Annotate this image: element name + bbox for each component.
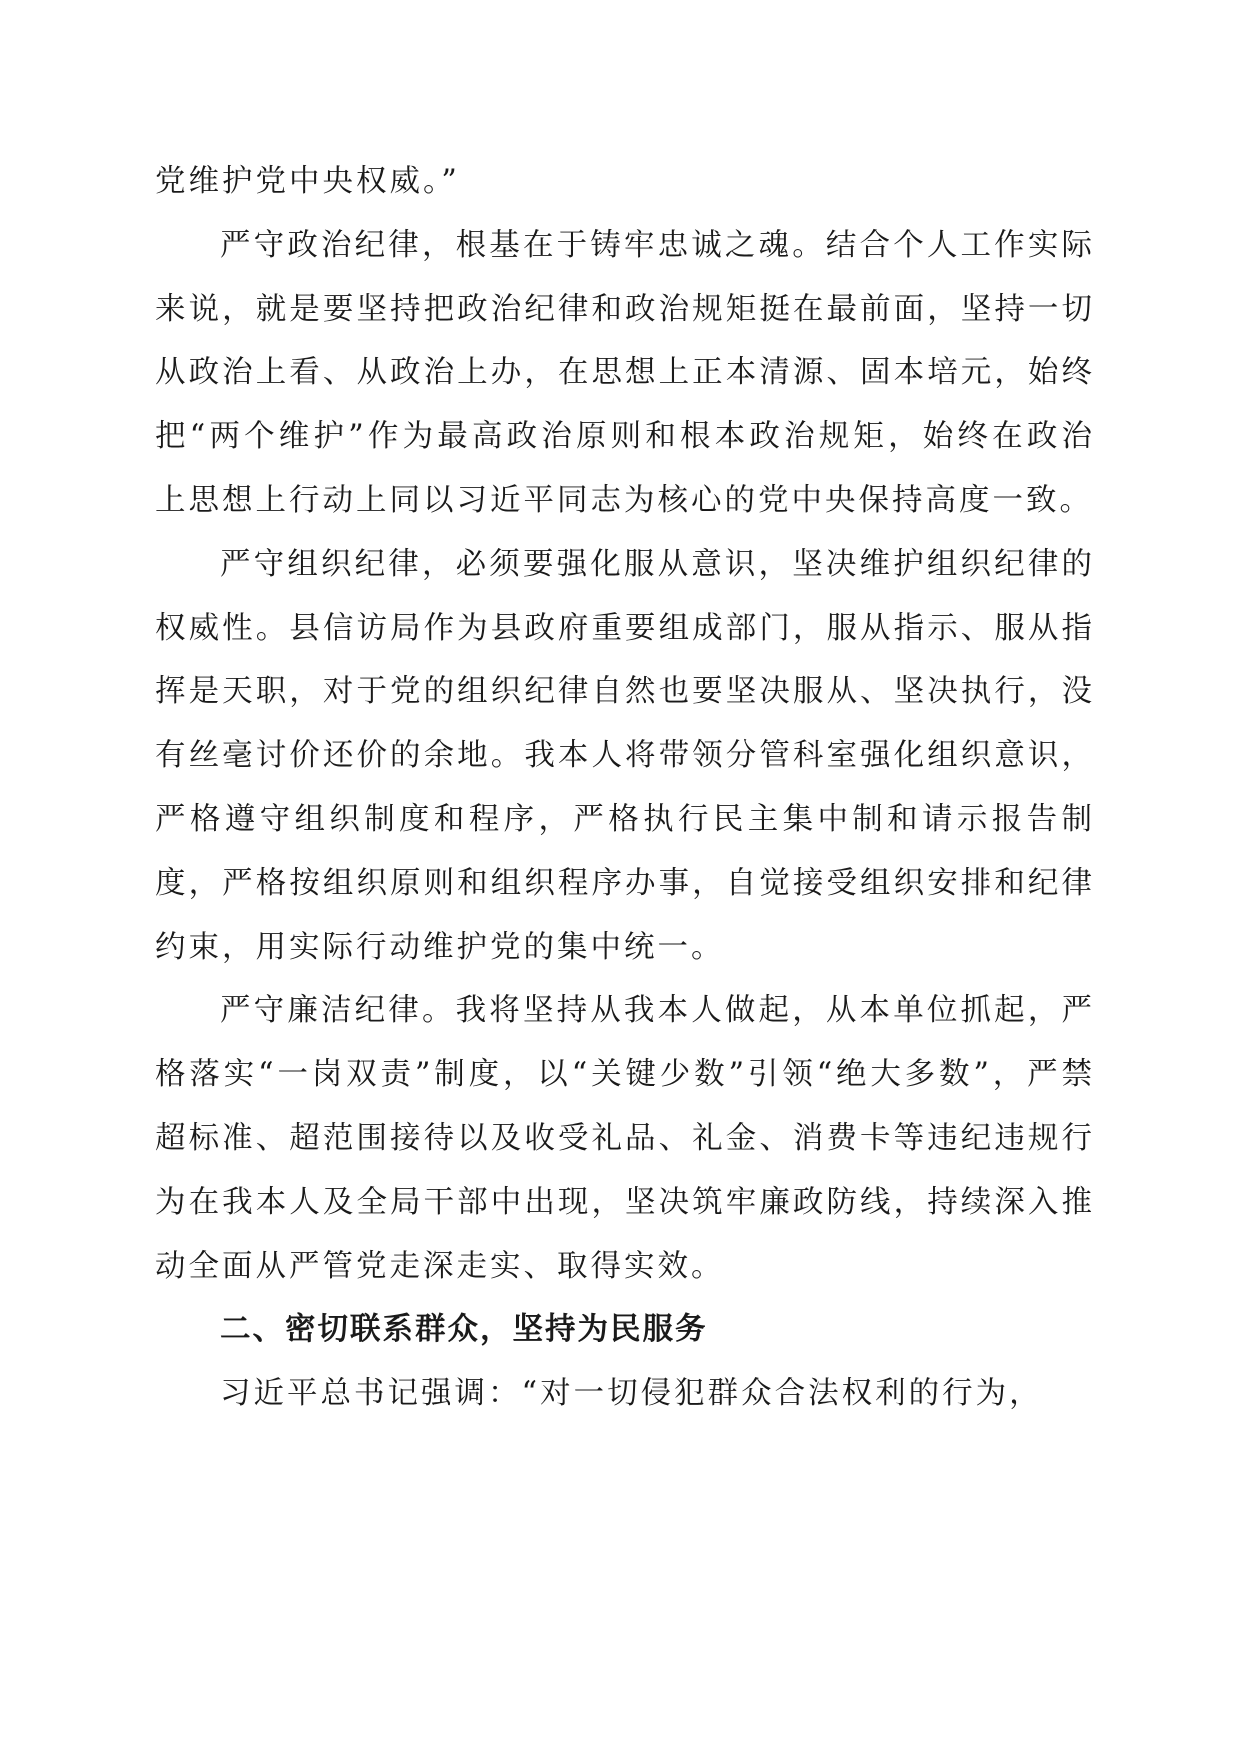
paragraph-political-discipline: 严守政治纪律，根基在于铸牢忠诚之魂。结合个人工作实际来说，就是要坚持把政治纪律和政治规矩挺在最前面，坚持一切从政治上看、从政治上办，在思想上正本清源、固本培元，始终把“两个维护”作为最高政治原则和根本政治规矩，始终在政治上思想上行动上同以习近平同志为核心的党中央保持高度一致。	[155, 227, 1095, 518]
paragraph-organizational-discipline: 严守组织纪律，必须要强化服从意识，坚决维护组织纪律的权威性。县信访局作为县政府重要组成部门，服从指示、服从指挥是天职，对于党的组织纪律自然也要坚决服从、坚决执行，没有丝毫讨价还价的余地。我本人将带领分管科室强化组织意识，严格遵守组织制度和程序，严格执行民主集中制和请示报告制度，严格按组织原则和组织程序办事，自觉接受组织安排和纪律约束，用实际行动维护党的集中统一。	[155, 546, 1095, 965]
section-heading: 二、密切联系群众，坚持为民服务	[220, 1312, 708, 1348]
paragraph-continuation: 党维护党中央权威。”	[155, 164, 460, 199]
paragraph-quote-start: 习近平总书记强调：“对一切侵犯群众合法权利的行为，	[220, 1376, 1043, 1412]
paragraph-integrity-discipline: 严守廉洁纪律。我将坚持从我本人做起，从本单位抓起，严格落实“一岗双责”制度，以“关键少数”引领“绝大多数”，严禁超标准、超范围接待以及收受礼品、礼金、消费卡等违纪违规行为在我本人及全局干部中出现，坚决筑牢廉政防线，持续深入推动全面从严管党走深走实、取得实效。	[155, 993, 1095, 1284]
document-body	[155, 150, 1095, 1426]
